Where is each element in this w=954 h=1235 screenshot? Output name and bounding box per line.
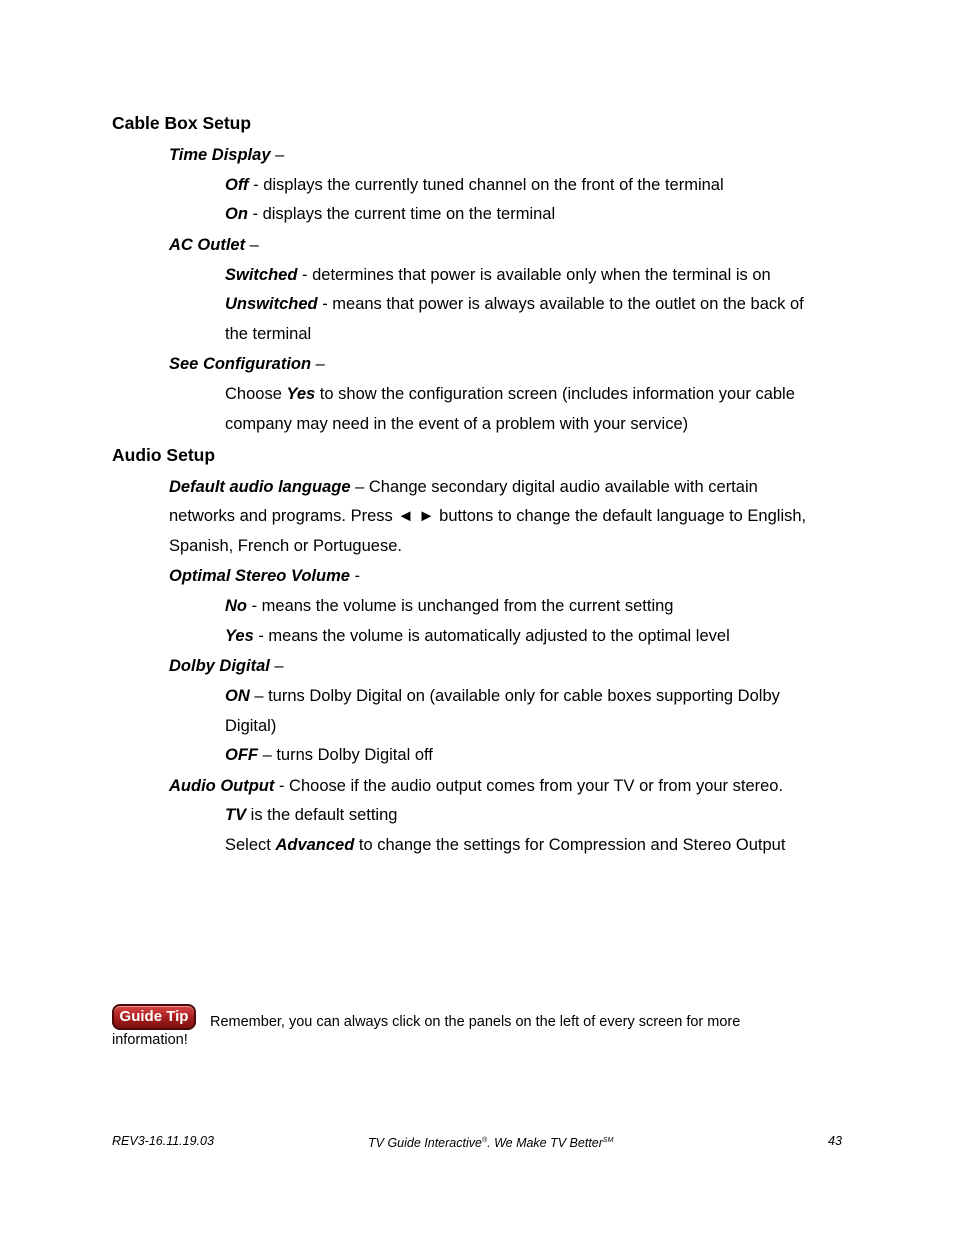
sep: - xyxy=(349,567,361,585)
sep: – xyxy=(311,355,325,373)
dolby-digital-off xyxy=(225,745,433,765)
term: Off xyxy=(225,176,249,194)
ac-outlet-label xyxy=(169,235,259,255)
term: Time Display xyxy=(169,146,271,164)
desc: - Choose if the audio output comes from your TV or from your stereo. xyxy=(274,777,784,795)
ac-outlet-unswitched xyxy=(225,294,804,314)
ac-outlet-switched xyxy=(225,265,771,285)
footer-tagline xyxy=(368,1133,613,1151)
term: Audio Output xyxy=(169,777,275,795)
term: Advanced xyxy=(275,836,355,854)
optimal-stereo-yes xyxy=(225,626,730,646)
default-audio-language-line2: networks and programs. Press ◄ ► buttons to change the default language to English, xyxy=(169,507,807,525)
pre: Select xyxy=(225,836,276,854)
term: On xyxy=(225,205,248,223)
desc: is the default setting xyxy=(246,806,398,824)
default-audio-language-line3: Spanish, French or Portuguese. xyxy=(169,537,402,555)
see-config-label xyxy=(169,354,325,374)
term: ON xyxy=(225,687,250,705)
footer-revision: REV3-16.11.19.03 xyxy=(112,1134,214,1148)
section-heading-audio: Audio Setup xyxy=(112,445,216,465)
time-display-on xyxy=(225,204,555,224)
post: to show the configuration screen (includes information your cable xyxy=(315,385,795,403)
see-config-desc xyxy=(225,384,795,404)
footer-page-number: 43 xyxy=(828,1134,842,1148)
time-display-label xyxy=(169,145,284,165)
guide-tip-text-cont: information! xyxy=(112,1032,188,1048)
term: Yes xyxy=(225,627,254,645)
pre: Choose xyxy=(225,385,287,403)
optimal-stereo-label xyxy=(169,566,360,586)
audio-output-label xyxy=(169,776,783,796)
service-mark: SM xyxy=(602,1137,614,1144)
post: to change the settings for Compression and Stereo Output xyxy=(354,836,786,854)
sep: – xyxy=(270,146,285,164)
audio-output-tv xyxy=(225,805,397,825)
term: Default audio language xyxy=(169,478,351,496)
desc: - displays the current time on the terminal xyxy=(247,205,556,223)
desc: - means the volume is unchanged from the current setting xyxy=(247,597,674,615)
term: Dolby Digital xyxy=(169,657,270,675)
term: AC Outlet xyxy=(169,236,246,254)
dolby-digital-label xyxy=(169,656,284,676)
ac-outlet-unswitched-cont: the terminal xyxy=(225,325,312,343)
desc: - determines that power is available only when the terminal is on xyxy=(297,266,771,284)
dolby-digital-on xyxy=(225,686,780,706)
slogan: . We Make TV Better xyxy=(487,1136,603,1151)
term: TV xyxy=(225,806,247,824)
term: Switched xyxy=(225,266,298,284)
audio-output-advanced xyxy=(225,835,785,855)
desc: – turns Dolby Digital on (available only for cable boxes supporting Dolby xyxy=(249,687,780,705)
section-heading-cable-box: Cable Box Setup xyxy=(112,113,252,133)
see-config-desc-cont: company may need in the event of a problem with your service) xyxy=(225,415,689,433)
term: No xyxy=(225,597,247,615)
term: OFF xyxy=(225,746,258,764)
desc: - displays the currently tuned channel on the front of the terminal xyxy=(248,176,724,194)
brand: TV Guide Interactive xyxy=(368,1136,482,1151)
desc: - means that power is always available to the outlet on the back of xyxy=(317,295,804,313)
registered-mark: ® xyxy=(481,1137,488,1144)
term: See Configuration xyxy=(169,355,312,373)
term: Optimal Stereo Volume xyxy=(169,567,350,585)
desc: – turns Dolby Digital off xyxy=(258,746,433,764)
desc: - means the volume is automatically adjusted to the optimal level xyxy=(253,627,730,645)
guide-tip-text: Remember, you can always click on the panels on the left of every screen for more xyxy=(210,1014,741,1030)
default-audio-language xyxy=(169,477,758,497)
term: Yes xyxy=(286,385,316,403)
dolby-digital-on-cont: Digital) xyxy=(225,717,277,735)
time-display-off xyxy=(225,175,724,195)
sep: – xyxy=(245,236,259,254)
term: Unswitched xyxy=(225,295,318,313)
sep: – xyxy=(269,657,284,675)
guide-tip-badge: Guide Tip xyxy=(112,1004,196,1030)
desc: – Change secondary digital audio available with certain xyxy=(350,478,758,496)
optimal-stereo-no xyxy=(225,596,673,616)
